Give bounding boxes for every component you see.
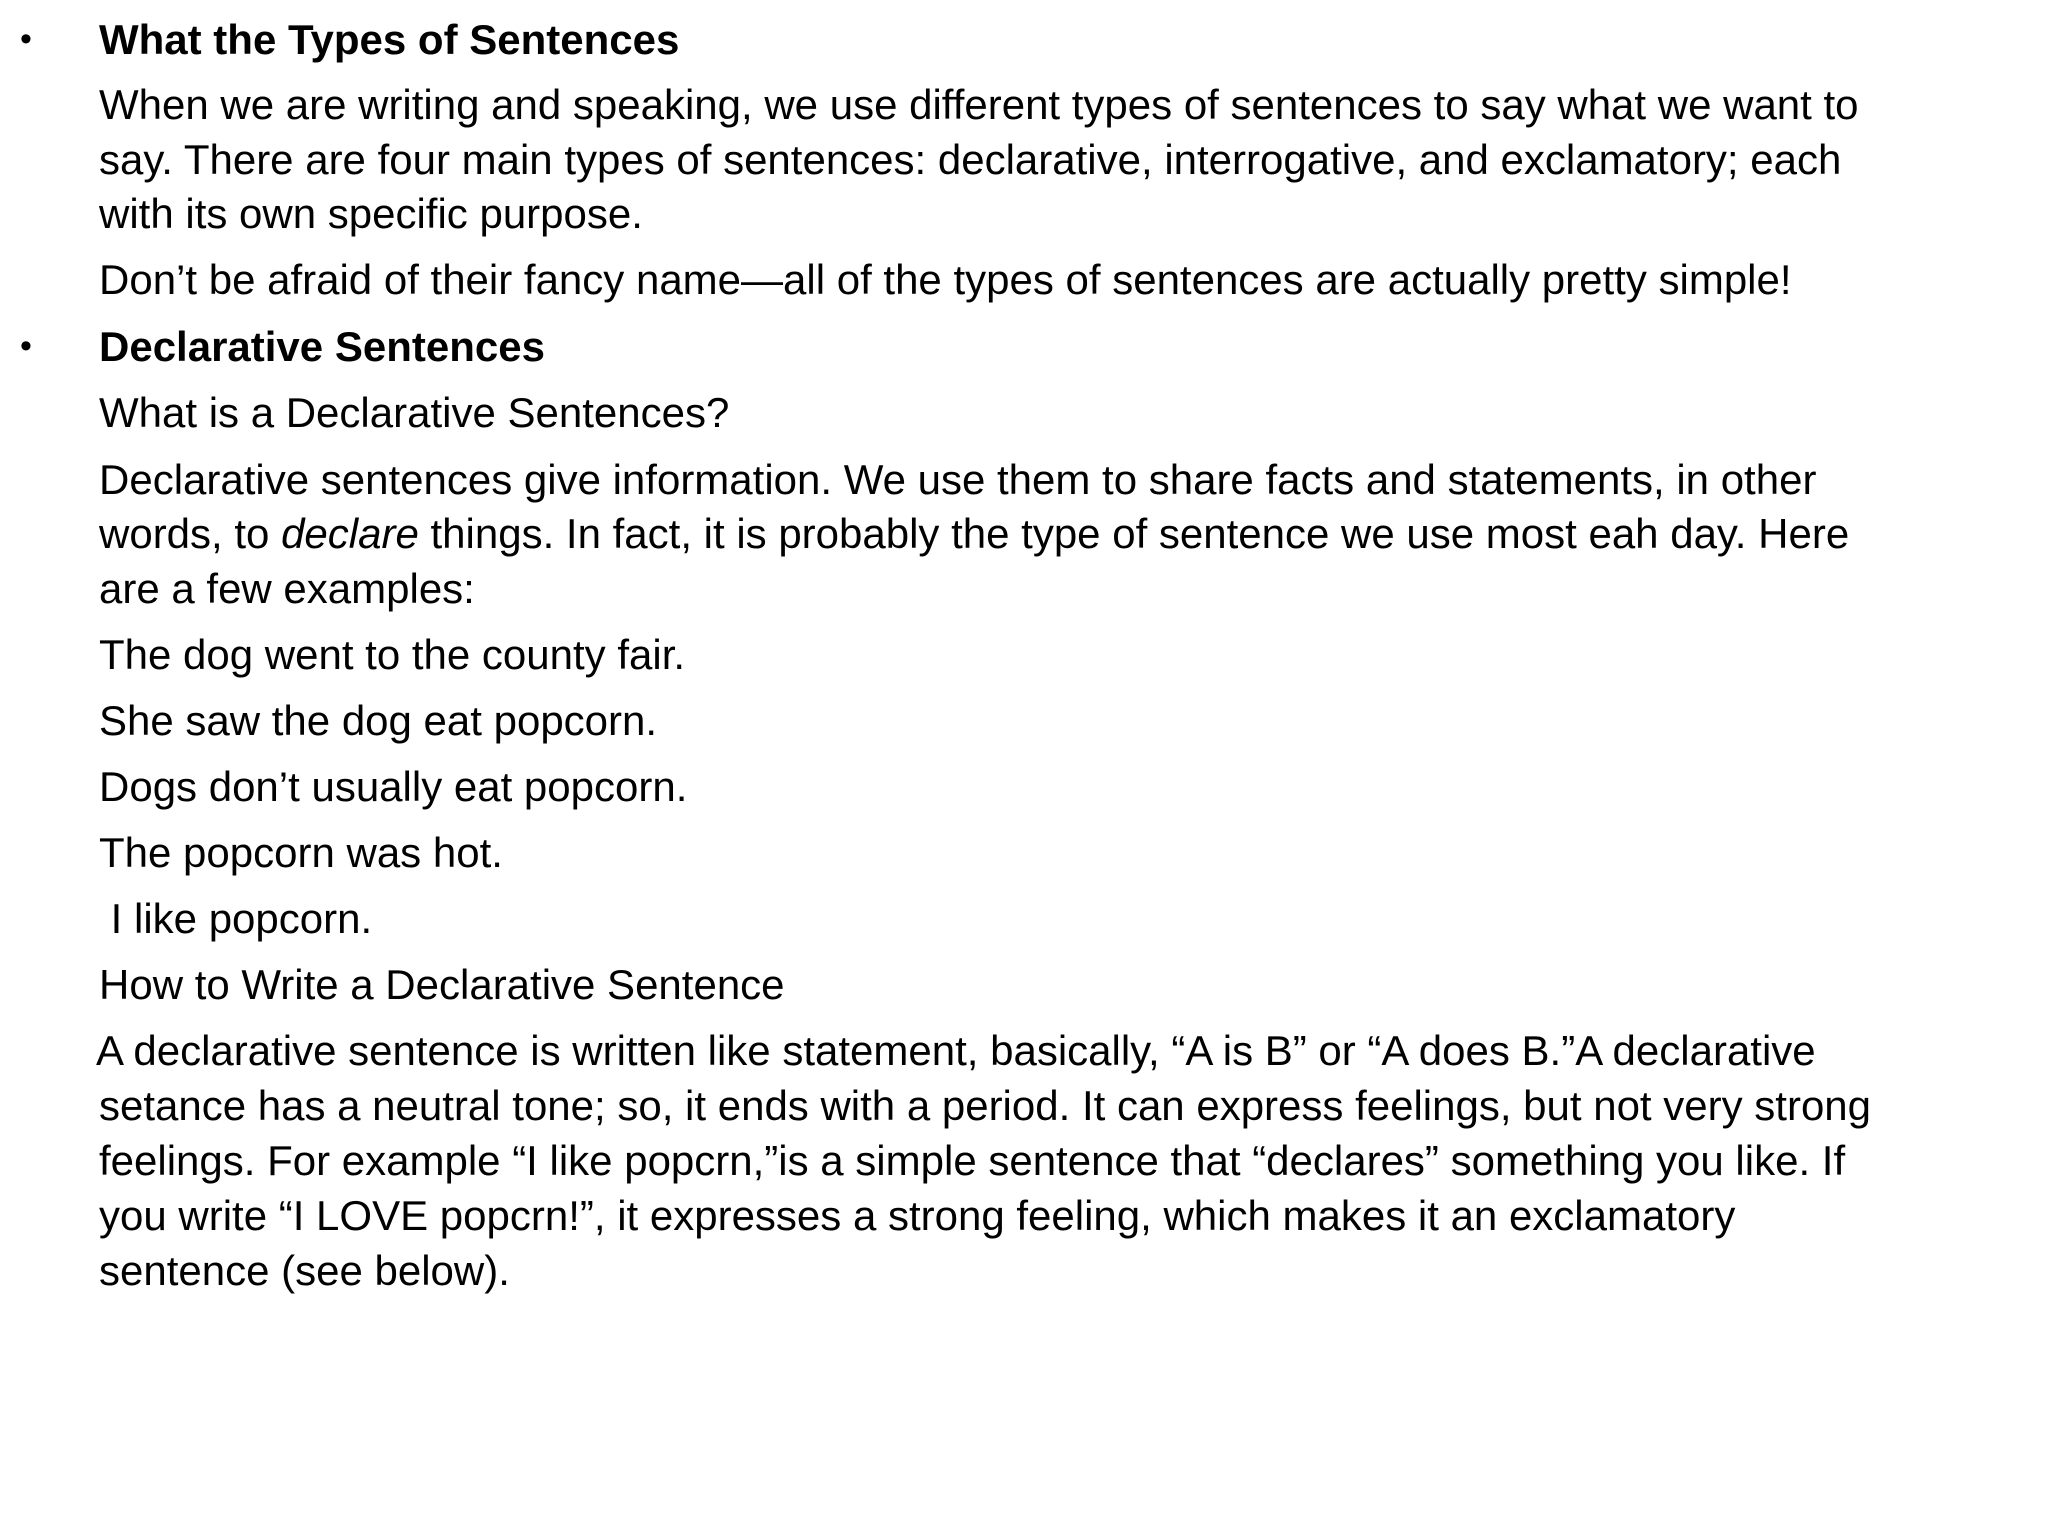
how-to-line-2: setance has a neutral tone; so, it ends with a period. It can express feelings, but not very strong xyxy=(99,1082,1872,1129)
definition-line-1: Declarative sentences give information. We use them to share facts and statements, in other xyxy=(99,456,1817,503)
definition-line-3: are a few examples: xyxy=(99,565,475,612)
example-sentence: She saw the dog eat popcorn. xyxy=(99,697,658,744)
section-heading-types: What the Types of Sentences xyxy=(99,16,680,63)
bullet-marker: • xyxy=(20,20,32,58)
definition-line-2-end: things. In fact, it is probably the type of sentence we use most eah day. Here xyxy=(418,510,1850,557)
how-to-line-4: you write “I LOVE popcrn!”, it expresses a strong feeling, which makes it an exclamatory xyxy=(99,1192,1736,1239)
definition-line-2-start: words, to xyxy=(99,510,282,557)
intro-line-1: When we are writing and speaking, we use different types of sentences to say what we want to xyxy=(99,81,1859,128)
intro-line-2: say. There are four main types of sentences: declarative, interrogative, and exclamatory; each xyxy=(99,136,1842,183)
how-to-line-3: feelings. For example “I like popcrn,”is a simple sentence that “declares” something you like. If xyxy=(99,1137,1846,1184)
how-to-line-1: A declarative sentence is written like statement, basically, “A is B” or “A does B.”A declarative xyxy=(96,1027,1816,1074)
how-to-line-5: sentence (see below). xyxy=(99,1247,510,1294)
declarative-question: What is a Declarative Sentences? xyxy=(99,389,730,436)
section-heading-declarative: Declarative Sentences xyxy=(99,323,545,370)
example-sentence: I like popcorn. xyxy=(99,895,373,942)
example-sentence: Dogs don’t usually eat popcorn. xyxy=(99,763,688,810)
example-sentence: The dog went to the county fair. xyxy=(99,631,686,678)
definition-emphasis: declare xyxy=(281,510,419,557)
intro-note: Don’t be afraid of their fancy name—all of the types of sentences are actually pretty simple! xyxy=(99,256,1792,303)
intro-line-3: with its own specific purpose. xyxy=(99,190,643,237)
bullet-marker: • xyxy=(20,327,32,365)
how-to-heading: How to Write a Declarative Sentence xyxy=(99,961,785,1008)
example-sentence: The popcorn was hot. xyxy=(99,829,503,876)
definition-line-2 xyxy=(99,506,1849,561)
